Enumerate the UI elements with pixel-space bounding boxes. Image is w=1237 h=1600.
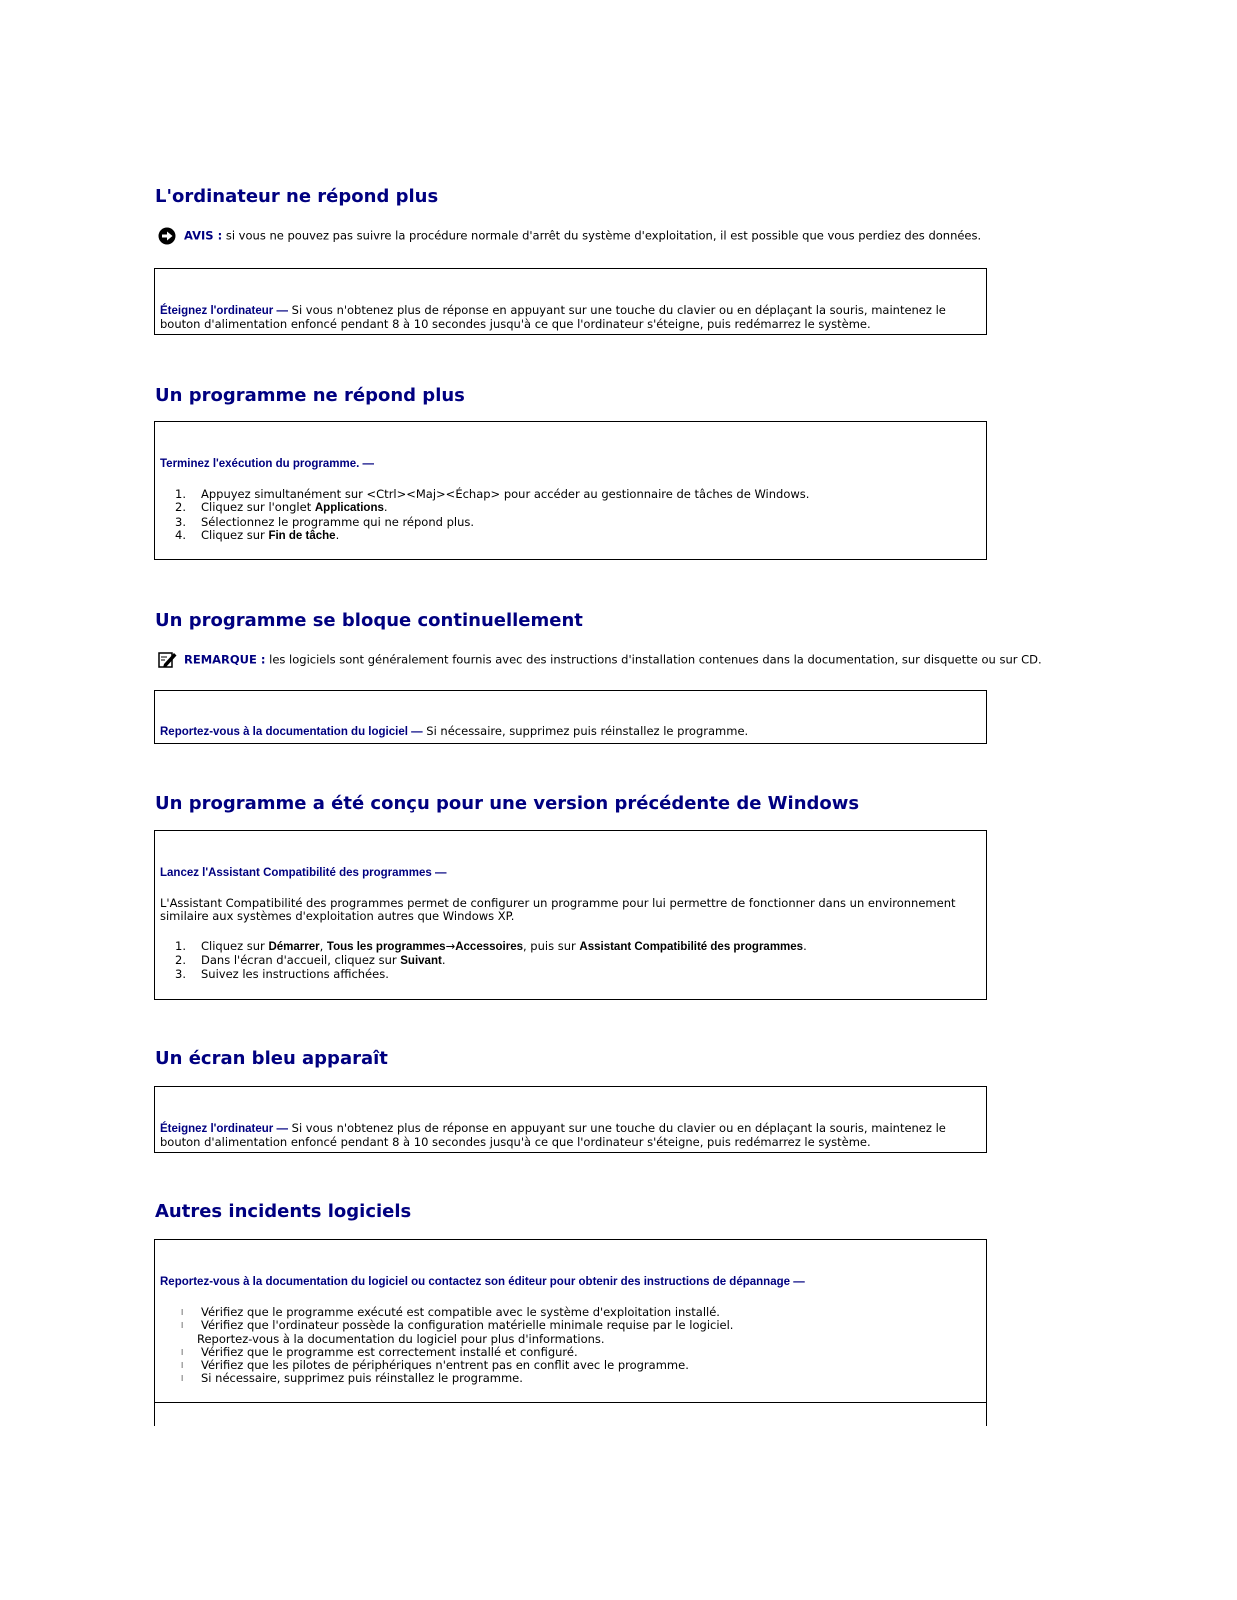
- list-item: 1. Cliquez sur Démarrer, Tous les programmes→Accessoires, puis sur Assistant Compatibilité des programmes.: [175, 938, 807, 953]
- paragraph: L'Assistant Compatibilité des programmes permet de configurer un programme pour lui permettre de fonctionner dans un environnement similaire aux systèmes d'exploitation autres que Windows XP.: [160, 896, 956, 924]
- section-title: L'ordinateur ne répond plus: [155, 186, 439, 207]
- bullet-icon: l: [181, 1361, 184, 1371]
- steps-list: [160, 488, 966, 543]
- solution-label: Lancez l'Assistant Compatibilité des programmes —: [160, 867, 447, 879]
- solution-box: [154, 421, 987, 560]
- notice: [158, 227, 981, 245]
- solution-text: [160, 457, 966, 471]
- solution-label: Éteignez l'ordinateur —: [160, 305, 288, 317]
- bullet-list: [160, 1306, 966, 1385]
- list-item: 1. Appuyez simultanément sur <Ctrl><Maj><Échap> pour accéder au gestionnaire de tâches de Windows.: [175, 487, 810, 502]
- solution-box: [154, 1086, 987, 1153]
- solution-text: [160, 866, 966, 880]
- solution-label: Reportez-vous à la documentation du logiciel —: [160, 726, 423, 738]
- list-item: l Si nécessaire, supprimez puis réinstallez le programme.: [181, 1371, 523, 1386]
- solution-box: [154, 830, 987, 1000]
- section-title: Un programme a été conçu pour une version précédente de Windows: [155, 793, 860, 814]
- solution-box: [154, 268, 987, 335]
- section-title: Un écran bleu apparaît: [155, 1048, 388, 1069]
- list-item: 2. Dans l'écran d'accueil, cliquez sur Suivant.: [175, 952, 446, 967]
- solution-box-continued: [154, 1402, 987, 1426]
- solution-box: [154, 1239, 987, 1403]
- section-title: Un programme se bloque continuellement: [155, 610, 583, 631]
- bullet-icon: l: [181, 1374, 184, 1384]
- note: [158, 651, 1042, 669]
- solution-label: Terminez l'exécution du programme. —: [160, 458, 375, 470]
- solution-box: [154, 690, 987, 744]
- steps-list: [160, 940, 966, 982]
- list-item: 4. Cliquez sur Fin de tâche.: [175, 527, 340, 542]
- list-item-continuation: Reportez-vous à la documentation du logiciel pour plus d'informations.: [197, 1331, 605, 1346]
- bullet-icon: l: [181, 1321, 184, 1331]
- list-item: 3. Sélectionnez le programme qui ne répond plus.: [175, 514, 475, 529]
- solution-label: Éteignez l'ordinateur —: [160, 1123, 288, 1135]
- list-item: l Vérifiez que les pilotes de périphériques n'entrent pas en conflit avec le programme.: [181, 1358, 689, 1373]
- notice-label: AVIS :: [184, 228, 223, 243]
- list-item: 2. Cliquez sur l'onglet Applications.: [175, 500, 388, 515]
- solution-text: Éteignez l'ordinateur — Si vous n'obtenez plus de réponse en appuyant sur une touche du clavier ou en déplaçant la souris, maintenez le bouton d'alimentation enfoncé pendant 8 à 10 secondes jusqu'à ce que l'ordinateur s'éteigne, puis redémarrez le système.: [160, 1121, 946, 1150]
- note-pencil-icon: [158, 651, 178, 669]
- solution-text: [160, 1275, 966, 1289]
- list-item: l Vérifiez que le programme est correctement installé et configuré.: [181, 1344, 578, 1359]
- notice-arrow-icon: [158, 227, 178, 245]
- section-title: Autres incidents logiciels: [155, 1201, 412, 1222]
- section-title: Un programme ne répond plus: [155, 385, 465, 406]
- notice-text: si vous ne pouvez pas suivre la procédure normale d'arrêt du système d'exploitation, il est possible que vous perdiez des données.: [222, 228, 982, 243]
- list-item: l Vérifiez que l'ordinateur possède la configuration matérielle minimale requise par le logiciel.: [181, 1318, 734, 1333]
- list-item: 3. Suivez les instructions affichées.: [175, 967, 389, 982]
- solution-text: Reportez-vous à la documentation du logiciel — Si nécessaire, supprimez puis réinstallez le programme.: [160, 724, 749, 738]
- solution-text: Éteignez l'ordinateur — Si vous n'obtenez plus de réponse en appuyant sur une touche du clavier ou en déplaçant la souris, maintenez le bouton d'alimentation enfoncé pendant 8 à 10 secondes jusqu'à ce que l'ordinateur s'éteigne, puis redémarrez le système.: [160, 303, 946, 332]
- arrow-icon: →: [445, 938, 456, 953]
- bullet-icon: l: [181, 1308, 184, 1318]
- bullet-icon: l: [181, 1347, 184, 1357]
- solution-label: Reportez-vous à la documentation du logiciel ou contactez son éditeur pour obtenir des instructions de dépannage —: [160, 1276, 805, 1288]
- note-text: les logiciels sont généralement fournis avec des instructions d'installation contenues dans la documentation, sur disquette ou sur CD.: [265, 652, 1042, 667]
- list-item: l Vérifiez que le programme exécuté est compatible avec le système d'exploitation installé.: [181, 1305, 720, 1320]
- note-label: REMARQUE :: [184, 652, 266, 667]
